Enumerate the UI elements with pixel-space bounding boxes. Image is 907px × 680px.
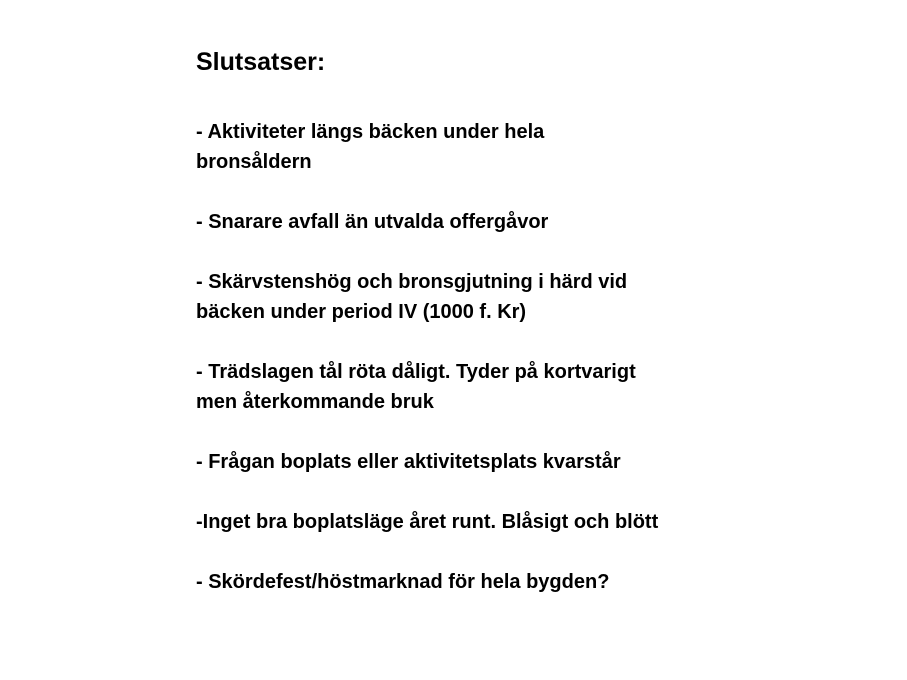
list-item bbox=[196, 267, 756, 327]
list-item bbox=[196, 207, 756, 237]
list-item-line: bäcken under period IV (1000 f. Kr) bbox=[196, 301, 527, 323]
list-item bbox=[196, 567, 756, 597]
list-item-line: - Skördefest/höstmarknad för hela bygden? bbox=[196, 571, 610, 593]
list-item-line: - Aktiviteter längs bäcken under hela bbox=[196, 121, 545, 143]
list-item-line: - Trädslagen tål röta dåligt. Tyder på kortvarigt bbox=[196, 361, 636, 383]
list-item-line: - Skärvstenshög och bronsgjutning i härd vid bbox=[196, 271, 628, 293]
list-item bbox=[196, 357, 756, 417]
conclusion-list bbox=[196, 117, 756, 627]
list-item bbox=[196, 447, 756, 477]
list-item-line: bronsåldern bbox=[196, 151, 312, 173]
list-item-line: men återkommande bruk bbox=[196, 391, 434, 413]
list-item bbox=[196, 507, 756, 537]
list-item-line: - Frågan boplats eller aktivitetsplats kvarstår bbox=[196, 451, 621, 473]
list-item-line: - Snarare avfall än utvalda offergåvor bbox=[196, 211, 549, 233]
list-item-line: -Inget bra boplatsläge året runt. Blåsigt och blött bbox=[196, 511, 659, 533]
slide-title: Slutsatser: bbox=[196, 48, 326, 76]
list-item bbox=[196, 117, 756, 177]
